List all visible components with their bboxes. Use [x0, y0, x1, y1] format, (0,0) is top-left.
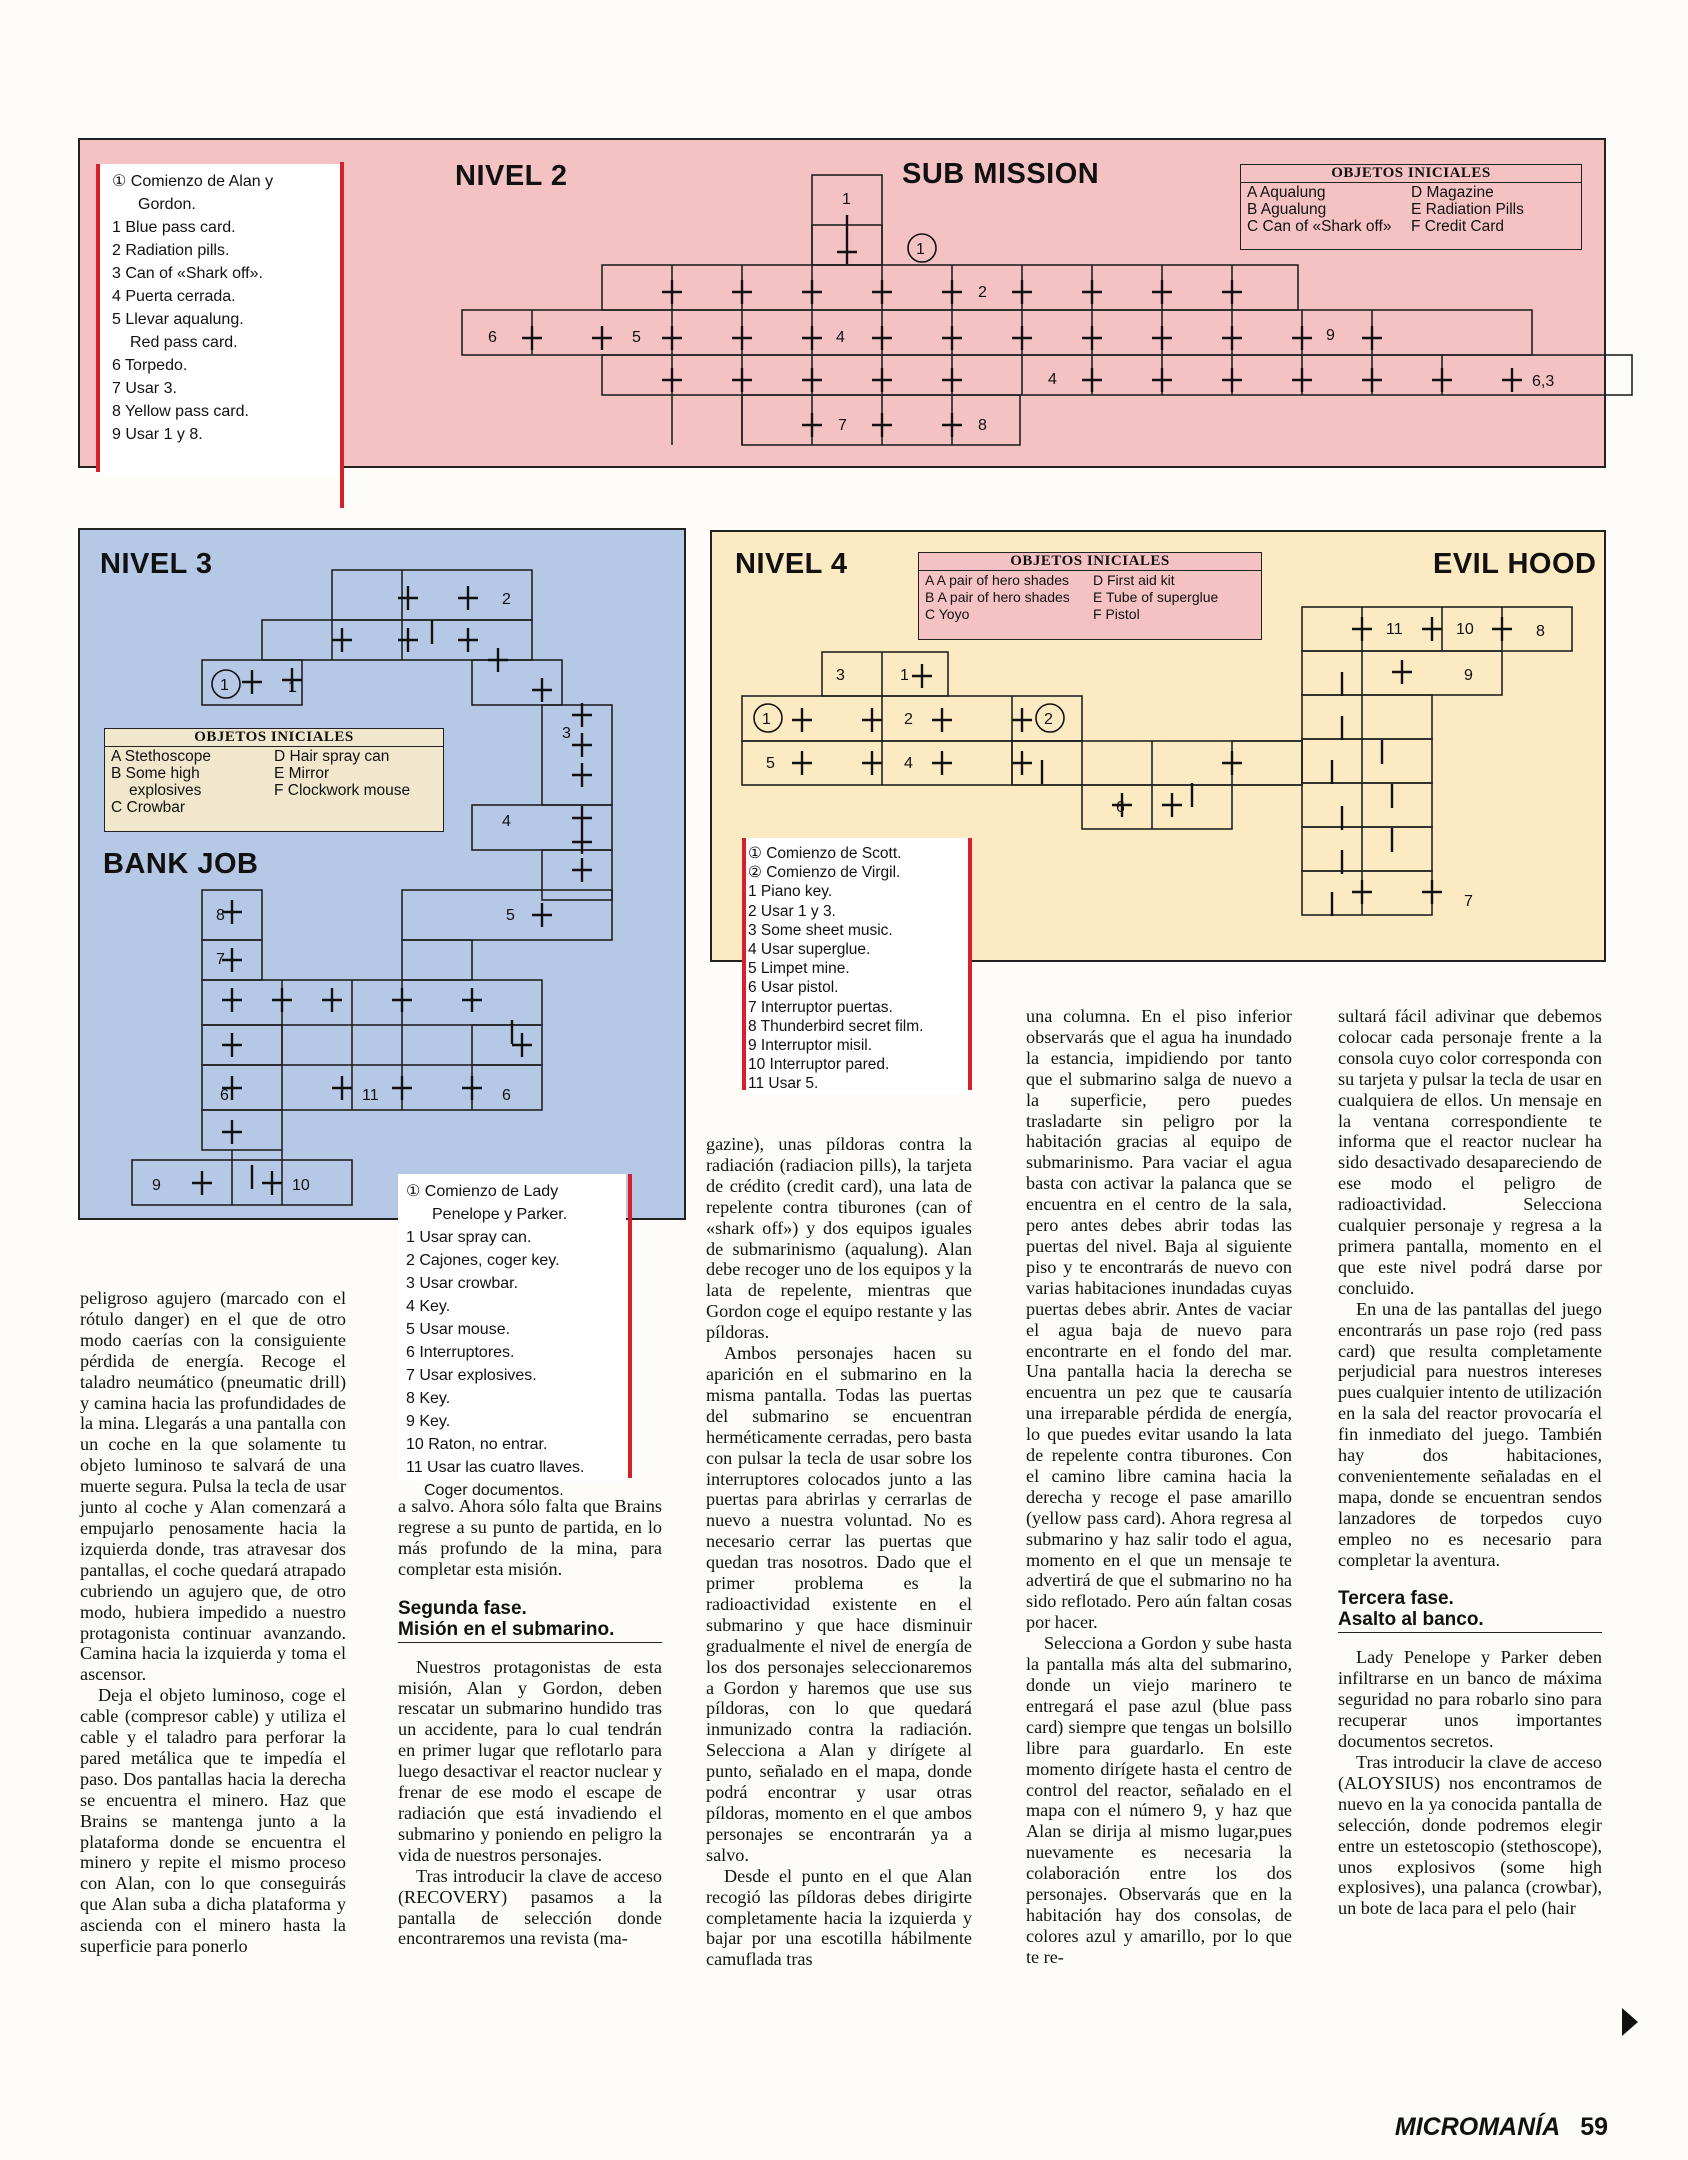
paragraph: Deja el objeto luminoso, coge el cable (compresor cable) y utiliza el cable y el taladro para perforar la pared metálica que te impedía el paso. Dos pantallas hacia la derecha se encuentra el minero. Haz que Brains se mantenga junto a la plataforma donde se encuentra el minero y repite el mismo proceso con Alan, con lo que conseguirás que Alan suba a dicha plataforma y ascienda con el minero hasta la superficie para ponerlo	[80, 1685, 346, 1957]
nivel4-legend-bar	[968, 838, 972, 1090]
legend-item: 10 Interruptor pared.	[748, 1056, 890, 1074]
nivel3-legend-bar	[628, 1174, 632, 1478]
paragraph: Selecciona a Gordon y sube hasta la pantalla más alta del submarino, donde un viejo marinero te entregará el pase azul (blue pass card) siempre que tengas un bolsillo libre para guardarlo. En este momento dirígete hasta el centro de control del reactor, señalado en el mapa con el número 9, y haz que Alan se dirija al mismo lugar,pues nuevamente es necesaria la colaboración entre los dos personajes. Observarás que en la habitación hay dos consolas, de colores azul y amarillo, por lo que te re-	[1026, 1633, 1292, 1967]
paragraph: Desde el punto en el que Alan recogió las píldoras debes dirigirte completamente hacia la izquierda y bajar por una escotilla hábilmente camuflada tras	[706, 1865, 972, 1970]
objeto-item: A Stethoscope	[111, 748, 211, 765]
map-label: 9	[152, 1177, 161, 1194]
legend-item: 5 Limpet mine.	[748, 960, 850, 978]
nivel4-subtitle: EVIL HOOD	[1433, 548, 1597, 580]
article-column-3	[706, 1134, 972, 1970]
map-label: 8	[1536, 623, 1545, 640]
page-number: 59	[1580, 2113, 1608, 2141]
legend-item: 4 Key.	[406, 1298, 451, 1315]
door-markers	[1042, 751, 1242, 817]
legend-item: 11 Usar las cuatro llaves.	[406, 1459, 585, 1476]
nivel3-legend	[398, 1174, 626, 1499]
legend-item: 4 Puerta cerrada.	[112, 288, 236, 305]
nivel4-title: NIVEL 4	[735, 548, 848, 580]
legend-item: 7 Usar 3.	[112, 380, 177, 397]
paragraph: gazine), unas píldoras contra la radiación (radiacion pills), la tarjeta de crédito (credit card), una lata de repelente contra tiburones (can of «shark off») y dos equipos iguales de submarinismo (aqualung). Alan debe recoger uno de los equipos y la lata de repelente, mientras que Gordon coge el equipo restante y las píldoras.	[706, 1134, 972, 1343]
nivel2-title: NIVEL 2	[455, 160, 568, 192]
objeto-item: E Tube of superglue	[1093, 589, 1219, 605]
objetos-header: OBJETOS INICIALES	[919, 553, 1261, 571]
legend-item: 3 Some sheet music.	[748, 921, 893, 939]
map-label: 2	[502, 591, 511, 608]
room	[202, 1110, 282, 1150]
continue-arrow-icon	[1622, 2008, 1638, 2036]
map-label: 9	[1326, 327, 1335, 344]
map-label: 5	[766, 755, 775, 772]
room	[1302, 783, 1432, 827]
heading-line: Tercera fase.	[1338, 1588, 1454, 1610]
legend-item: 10 Raton, no entrar.	[406, 1436, 548, 1453]
paragraph: Tras introducir la clave de acceso (RECOVERY) pasamos a la pantalla de selección donde encontraremos una revista (ma-	[398, 1865, 662, 1949]
objeto-item: B Agualung	[1247, 201, 1327, 218]
legend-item: 5 Usar mouse.	[406, 1321, 511, 1338]
legend-item: 8 Thunderbird secret film.	[748, 1017, 924, 1035]
nivel3-title: NIVEL 3	[100, 548, 213, 580]
objeto-item: D First aid kit	[1093, 572, 1175, 588]
map-label: 3	[836, 667, 845, 684]
map-label: 8	[216, 907, 225, 924]
map-label: 4	[1048, 371, 1057, 388]
legend-item: 8 Yellow pass card.	[112, 403, 249, 420]
legend-item: 8 Key.	[406, 1390, 451, 1407]
heading-line: Asalto al banco.	[1338, 1609, 1484, 1631]
map-label: 1	[762, 711, 771, 728]
objeto-item: C Can of «Shark off»	[1247, 218, 1392, 235]
legend-item: 2 Usar 1 y 3.	[748, 902, 836, 920]
map-label: 10	[1456, 621, 1474, 638]
paragraph: peligroso agujero (marcado con el rótulo danger) en el que de otro modo caerías con la consiguiente pérdida de energía. Recoge el taladro neumático (pneumatic drill) y camina hacia las profundidades de la mina. Llegarás a una pantalla con un coche en la que solamente tu objeto luminoso te salvará de una muerte segura. Pulsa la tecla de usar junto al coche y Alan comenzará a empujarlo penosamente hacia la izquierda donde, tras atravesar dos pantallas, el coche quedará atrapado cubriendo un agujero que, de otro modo, hubiera impedido a nuestro protagonista continuar avanzando. Camina hacia la izquierda y toma el ascensor.	[80, 1288, 346, 1685]
objetos-header: OBJETOS INICIALES	[105, 729, 443, 747]
objeto-item: E Mirror	[274, 765, 330, 782]
legend-item: ① Comienzo de Lady	[406, 1183, 559, 1200]
objeto-item: B Some high	[111, 765, 200, 782]
map-label: 9	[1464, 667, 1473, 684]
legend-item: 7 Usar explosives.	[406, 1367, 537, 1384]
map-label: 7	[216, 951, 225, 968]
room	[1302, 739, 1432, 783]
map-label: 1	[842, 191, 851, 208]
legend-item: Gordon.	[138, 196, 196, 213]
legend-item: 7 Interruptor puertas.	[748, 998, 893, 1016]
map-label: 6	[1116, 799, 1125, 816]
map-label: 5	[632, 329, 641, 346]
map-label: 6	[488, 329, 497, 346]
legend-item: 4 Usar superglue.	[748, 941, 871, 959]
legend-item: 3 Can of «Shark off».	[112, 265, 263, 282]
map-label: 4	[836, 329, 845, 346]
objeto-item: D Hair spray can	[274, 748, 390, 765]
heading-line: Segunda fase.	[398, 1597, 527, 1619]
legend-item: 9 Key.	[406, 1413, 451, 1430]
objeto-item: A A pair of hero shades	[925, 572, 1069, 588]
room	[1302, 827, 1432, 871]
map-label: 8	[978, 417, 987, 434]
map-label: 10	[292, 1177, 310, 1194]
objeto-item: explosives	[129, 782, 202, 799]
map-label: 11	[1386, 621, 1403, 638]
legend-item: ① Comienzo de Scott.	[748, 845, 902, 862]
map-label: 1	[916, 241, 925, 258]
objeto-item: A Aqualung	[1247, 184, 1326, 201]
map-label: 3	[562, 725, 571, 742]
legend-item: 1 Blue pass card.	[112, 219, 236, 236]
map-label: 1	[900, 667, 909, 684]
legend-item: 2 Cajones, coger key.	[406, 1252, 560, 1269]
map-label: 6	[220, 1087, 229, 1104]
map-label: 4	[904, 755, 913, 772]
room	[1302, 695, 1432, 739]
legend-item: 6 Interruptores.	[406, 1344, 515, 1361]
legend-item: ① Comienzo de Alan y	[112, 173, 274, 190]
legend-item: 6 Torpedo.	[112, 357, 188, 374]
nivel2-subtitle: SUB MISSION	[902, 158, 1100, 190]
paragraph: Ambos personajes hacen su aparición en el submarino en la misma pantalla. Todas las puertas del submarino se encuentran herméticamente cerradas, pero basta con pulsar la tecla de usar sobre los interruptores colocados junto a las puertas para abrirlas y cerrarlas de nuevo a nuestra voluntad. No es necesario cerrar las puertas que quedan tras nosotros. Dado que el primer problema es la radioactividad existente en el submarino y que hace disminuir gradualmente el nivel de energía de los dos personajes seleccionaremos a Gordon y haremos que use sus píldoras, con lo que quedará inmunizado contra la radiación. Selecciona a Alan y dirígete al punto, señalado en el mapa, donde podrá encontrar y usar otras píldoras, momento en el que ambos personajes se encontrarán ya a salvo.	[706, 1343, 972, 1865]
paragraph: sultará fácil adivinar que debemos colocar cada personaje frente a la consola cuyo color corresponda con su tarjeta y pulsar la tecla de usar en cualquiera de ellos. Un mensaje en la ventana correspondiente te informa que el reactor nuclear ha sido desactivado desapareciendo de ese modo el peligro de radioactividad. Selecciona cualquier personaje y regresa a la primera pantalla, momento en el que este nivel podrá darse por concluido.	[1338, 1006, 1602, 1298]
objeto-item: D Magazine	[1411, 184, 1494, 201]
article-column-4	[1026, 1006, 1292, 1968]
room	[1082, 785, 1232, 829]
legend-item: Coger documentos.	[424, 1482, 564, 1499]
map-label: 2	[904, 711, 913, 728]
paragraph: a salvo. Ahora sólo falta que Brains regrese a su punto de partida, en lo más profundo de la mina, para completar esta misión.	[398, 1496, 662, 1579]
legend-item: 1 Usar spray can.	[406, 1229, 532, 1246]
legend-item: 5 Llevar aqualung.	[112, 311, 244, 328]
paragraph: Nuestros protagonistas de esta misión, Alan y Gordon, deben rescatar un submarino hundido tras un accidente, para lo cual tendrán en primer lugar que reflotarlo para luego desactivar el reactor nuclear y frenar de ese modo el escape de radiación que está invadiendo el submarino y poniendo en peligro la vida de nuestros personajes.	[398, 1656, 662, 1865]
legend-item: 6 Usar pistol.	[748, 979, 839, 997]
map-label: 1	[220, 677, 229, 694]
legend-item: 1 Piano key.	[748, 883, 833, 901]
legend-item: 3 Usar crowbar.	[406, 1275, 519, 1292]
room	[1232, 741, 1302, 785]
map-label: 7	[1464, 893, 1473, 910]
legend-item: Red pass card.	[130, 334, 238, 351]
page-footer	[1395, 2113, 1608, 2142]
room	[132, 1160, 352, 1205]
article-column-2	[398, 1496, 662, 1949]
paragraph: Lady Penelope y Parker deben infiltrarse en un banco de máxima seguridad no para robarlo sino para recuperar unos importantes documentos secretos.	[1338, 1647, 1602, 1752]
map-label: 6	[502, 1087, 511, 1104]
legend-item: Penelope y Parker.	[432, 1206, 568, 1223]
objetos-header: OBJETOS INICIALES	[1241, 165, 1581, 183]
section-heading	[1338, 1588, 1602, 1633]
nivel4-legend	[744, 838, 970, 1094]
nivel3-subtitle: BANK JOB	[103, 848, 259, 880]
room	[1012, 741, 1302, 785]
map-label: 11	[362, 1087, 379, 1104]
legend-item: 9 Interruptor misil.	[748, 1037, 873, 1055]
section-heading	[398, 1598, 662, 1643]
magazine-name: MICROMANÍA	[1394, 2113, 1560, 2141]
map-label: 5	[506, 907, 515, 924]
article-column-1	[80, 1288, 346, 1957]
map-label: 1	[288, 679, 297, 696]
map-label: 2	[978, 284, 987, 301]
legend-item: 11 Usar 5.	[748, 1075, 819, 1093]
legend-item: 9 Usar 1 y 8.	[112, 426, 203, 443]
nivel4-legend-bar-left	[742, 838, 746, 1090]
objeto-item: E Radiation Pills	[1411, 201, 1524, 218]
heading-line: Misión en el submarino.	[398, 1618, 615, 1640]
objeto-item: F Pistol	[1093, 606, 1140, 622]
paragraph: una columna. En el piso inferior observarás que el agua ha inundado la estancia, impidiendo por tanto que el submarino salga de nuevo a la superficie, pero puedes trasladarte sin peligro por la habitación gracias al equipo de submarinismo. Para vaciar el agua basta con activar la palanca que se encuentra en el centro de la sala, pero antes debes abrir todas las puertas del nivel. Baja al siguiente piso y te encontrarás de nuevo con varias habitaciones inundadas cuyas puertas debes abrir. Antes de vaciar el agua baja de nuevo para encontrarte en el fondo del mar. Una pantalla hacia la derecha se encuentra un pez que te causaría una irreparable pérdida de energía, lo que puedes evitar usando la lata de repelente contra tiburones. Con el camino libre camina hacia la derecha y recoge el pase amarillo (yellow pass card). Ahora regresa al submarino y haz salir todo el agua, momento en el que un mensaje te advertirá de que el submarino no ha sido reflotado. Pero aún faltan cosas por hacer.	[1026, 1006, 1292, 1633]
map-label: 4	[502, 813, 511, 830]
objeto-item: C Yoyo	[925, 606, 970, 622]
door-markers	[192, 1033, 482, 1195]
paragraph: En una de las pantallas del juego encontrarás un pase rojo (red pass card) que resulta completamente perjudicial para nuestros intereses pues cualquier intento de utilización en la sala del reactor provocaría el fin inmediato del juego. También hay dos habitaciones, convenientemente señaladas en el mapa, donde se encuentran sendos lanzadores de torpedos cuyo empleo no es necesario para completar la aventura.	[1338, 1298, 1602, 1570]
legend-item: ② Comienzo de Virgil.	[748, 864, 901, 882]
article-column-5	[1338, 1006, 1602, 1919]
legend-item: 2 Radiation pills.	[112, 242, 230, 259]
map-label: 7	[838, 417, 847, 434]
objeto-item: F Credit Card	[1411, 218, 1505, 235]
map-label: 2	[1044, 711, 1053, 728]
objeto-item: B A pair of hero shades	[925, 589, 1070, 605]
objeto-item: C Crowbar	[111, 799, 186, 816]
paragraph: Tras introducir la clave de acceso (ALOYSIUS) nos encontramos de nuevo en la ya conocida pantalla de selección, donde podremos elegir entre un estetoscopio (stethoscope), unos explosivos (some high explosives), una palanca (crowbar), un bote de laca para el pelo (hair	[1338, 1752, 1602, 1919]
map-label: 6,3	[1532, 373, 1555, 390]
objeto-item: F Clockwork mouse	[274, 782, 411, 799]
